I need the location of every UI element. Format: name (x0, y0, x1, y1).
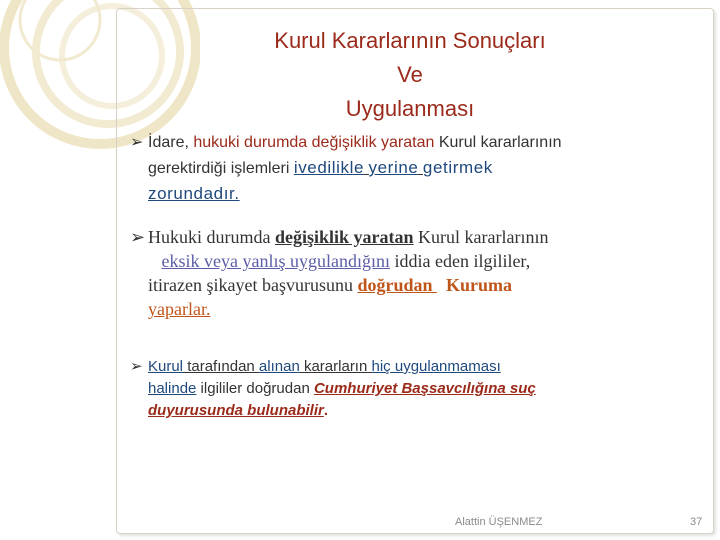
bullet-1-emphasis: yerine (368, 158, 419, 177)
page-number: 37 (690, 516, 703, 528)
bullet-2-emphasis: değişiklik yaratan (274, 227, 414, 247)
bullet-1-text: Kurul kararlarının (434, 134, 562, 151)
bullet-2-line-2 (130, 249, 675, 273)
bullet-1-emphasis: ivedilikle (293, 158, 365, 177)
bullet-2-line-1 (130, 225, 675, 249)
bullet-3-text: . (323, 402, 329, 419)
bullet-2-text: itirazen şikayet başvurusunu (148, 275, 358, 295)
bullet-2-highlight: eksik veya yanlış uygulandığını (161, 251, 390, 271)
bullet-1-line-1 (130, 130, 675, 155)
bullet-3-line-2 (130, 378, 675, 400)
bullet-3-text: kararların (299, 358, 372, 375)
bullet-3-highlight: Kurul (148, 358, 184, 375)
bullet-1 (130, 130, 675, 207)
bullet-3-highlight: uygulanmaması (390, 358, 501, 375)
bullet-1-highlight: hukuki durumda değişiklik yaratan (193, 134, 435, 151)
arrow-bullet-icon: ➢ (130, 358, 143, 375)
bullet-3-emphasis: Cumhuriyet Başsavcılığına suç (313, 380, 536, 397)
bullet-3 (130, 356, 675, 422)
bullet-2-text: Kurul kararlarının (413, 227, 549, 247)
bullet-1-line-2 (130, 155, 675, 181)
bullet-3-highlight: alınan (258, 358, 300, 375)
bullet-3-emphasis: duyurusunda bulunabilir (148, 402, 324, 419)
arrow-bullet-icon: ➢ (130, 227, 146, 247)
footer-author: Alattin ÜŞENMEZ (455, 516, 543, 528)
title-line-2: Ve (397, 62, 423, 87)
title-line-1: Kurul Kararlarının Sonuçları (274, 28, 546, 53)
bullet-1-line-3 (130, 181, 675, 207)
bullet-2 (130, 225, 675, 321)
bullet-2-emphasis: doğrudan (357, 275, 437, 295)
bullet-2-text: iddia eden ilgililer, (389, 251, 531, 271)
bullet-1-emphasis: zorundadır. (148, 184, 240, 203)
arrow-bullet-icon: ➢ (130, 134, 144, 151)
bullet-2-emphasis: Kuruma (446, 275, 513, 295)
bullet-1-text: İdare, (148, 134, 194, 151)
bullet-3-highlight: halinde (148, 380, 197, 397)
bullet-3-highlight: hiç (371, 358, 391, 375)
bullet-2-emphasis: yaparlar. (148, 299, 211, 319)
bullet-3-line-3 (130, 400, 675, 422)
slide-title (150, 24, 670, 126)
bullet-3-text: ilgililer doğrudan (196, 380, 314, 397)
bullet-3-text: tarafından (183, 358, 259, 375)
bullet-1-text: gerektirdiği işlemleri (148, 160, 294, 177)
bullet-2-line-4 (130, 297, 675, 321)
bullet-3-line-1 (130, 356, 675, 378)
bullet-2-text: Hukuki durumda (148, 227, 275, 247)
bullet-1-emphasis: getirmek (422, 158, 493, 177)
title-line-3: Uygulanması (345, 96, 475, 121)
bullet-2-line-3 (130, 273, 675, 297)
